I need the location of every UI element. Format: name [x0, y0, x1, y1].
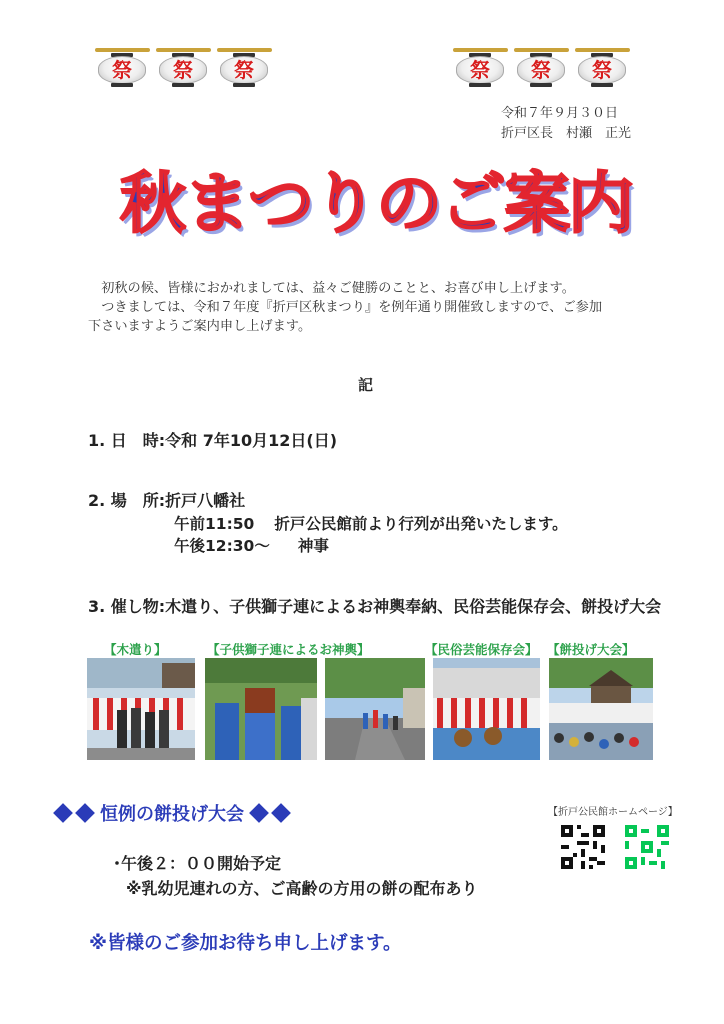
- schedule-time-1: 午前11:50: [174, 515, 255, 533]
- intro-line-2: つきましては、令和７年度『折戸区秋まつり』を例年通り開催致しますので、ご参加: [101, 300, 603, 315]
- lantern-icon: 祭: [217, 46, 272, 90]
- schedule-text-2: 神事: [297, 537, 329, 555]
- issuer: 折戸区長 村瀬 正光: [501, 126, 632, 141]
- intro-text: [88, 279, 668, 336]
- photo-caption-shishi: 【子供獅子連によるお神輿】: [207, 642, 370, 657]
- photo-caption-kiyari: 【木遣り】: [104, 642, 167, 657]
- mochi-note: ※乳幼児連れの方、ご高齢の方用の餅の配布あり: [126, 879, 478, 898]
- closing-message: ※皆様のご参加お待ち申し上げます。: [89, 933, 402, 954]
- lanterns-right: [453, 46, 630, 90]
- ki-heading: 記: [358, 376, 374, 394]
- mochi-heading-text: 恒例の餅投げ大会: [100, 804, 244, 825]
- photo-kiyari: [87, 658, 195, 760]
- photo-shishi: [205, 658, 317, 760]
- page-title: 秋まつりのご案内: [120, 165, 632, 242]
- item-date: 1. 日 時:令和 7年10月12日(日): [88, 431, 338, 450]
- diamond-icon: [271, 803, 291, 823]
- item-events: 3. 催し物:木遣り、子供獅子連によるお神輿奉納、民俗芸能保存会、餅投げ大会: [88, 597, 662, 616]
- photo-mochinage: [549, 658, 653, 760]
- schedule-time-2: 午後12:30～: [174, 537, 270, 555]
- lantern-icon: 祭: [453, 46, 508, 90]
- photo-procession: [325, 658, 425, 760]
- diamond-icon: [249, 803, 269, 823]
- issue-info: [501, 104, 631, 144]
- issue-date: 令和７年９月３０日: [501, 106, 619, 121]
- lantern-icon: 祭: [575, 46, 630, 90]
- item-place: 2. 場 所:折戸八幡社: [88, 491, 246, 510]
- qr-code-line[interactable]: [625, 825, 669, 869]
- qr-code-homepage[interactable]: [561, 825, 605, 869]
- diamond-icon: [75, 803, 95, 823]
- lanterns-left: [95, 46, 272, 90]
- intro-line-1: 初秋の候、皆様におかれましては、益々ご健勝のことと、お喜び申し上げます。: [101, 281, 575, 296]
- mochi-heading: [52, 800, 292, 826]
- photo-caption-mochinage: 【餅投げ大会】: [547, 642, 635, 657]
- schedule-text-1: 折戸公民館前より行列が出発いたします。: [274, 515, 568, 533]
- lantern-icon: 祭: [156, 46, 211, 90]
- lantern-icon: 祭: [514, 46, 569, 90]
- schedule-row-1: [174, 512, 568, 534]
- lantern-icon: 祭: [95, 46, 150, 90]
- mochi-time: ･午後２：００開始予定: [113, 854, 282, 873]
- photo-caption-minzoku: 【民俗芸能保存会】: [425, 642, 538, 657]
- qr-label: 【折戸公民館ホームページ】: [548, 807, 678, 818]
- schedule-row-2: [174, 534, 329, 556]
- diamond-icon: [53, 803, 73, 823]
- intro-line-3: 下さいますようご案内申し上げます。: [88, 319, 312, 334]
- photo-minzoku: [433, 658, 540, 760]
